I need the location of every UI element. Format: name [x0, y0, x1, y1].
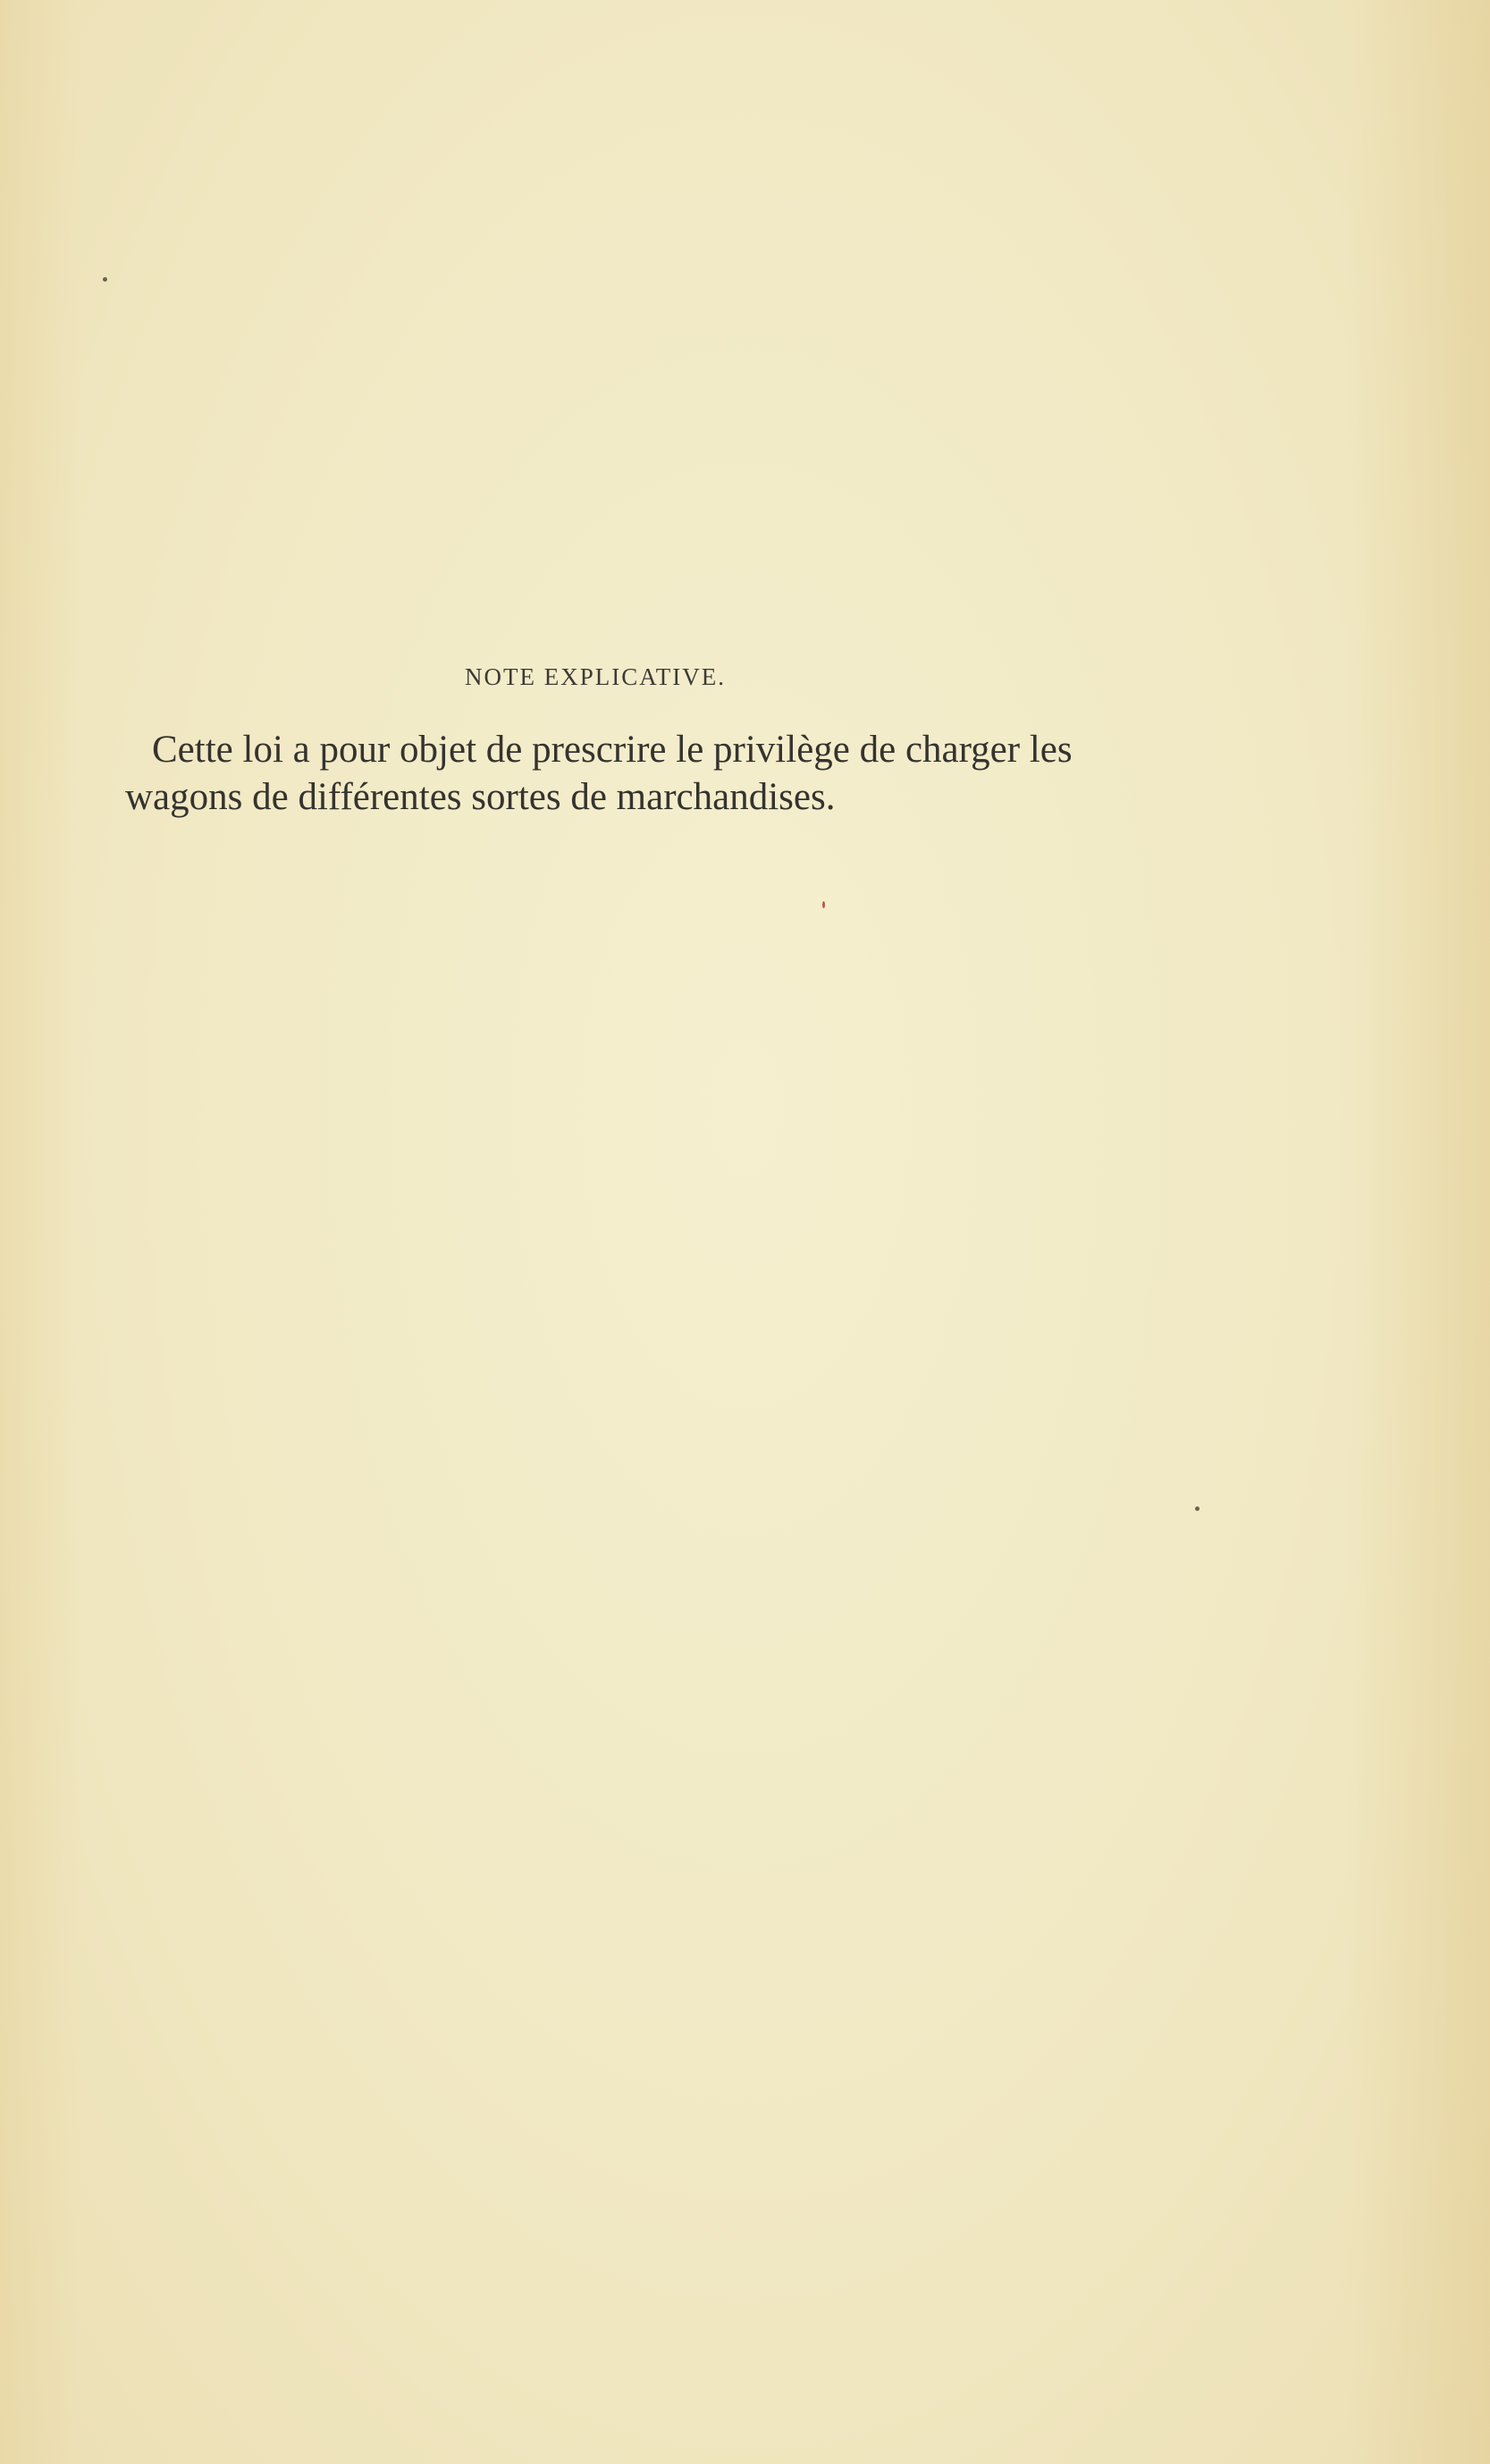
note-title: NOTE EXPLICATIVE.: [465, 663, 726, 690]
paper-speck: [103, 277, 107, 282]
paper-speck: [1195, 1506, 1200, 1511]
page-edge-shading-right: [1347, 0, 1490, 2464]
page-edge-shading-left: [0, 0, 80, 2464]
paper-speck: [822, 901, 825, 908]
note-body-paragraph: Cette loi a pour objet de prescrire le privilège de charger les wagons de différentes sortes de marchandises.: [125, 729, 1073, 818]
